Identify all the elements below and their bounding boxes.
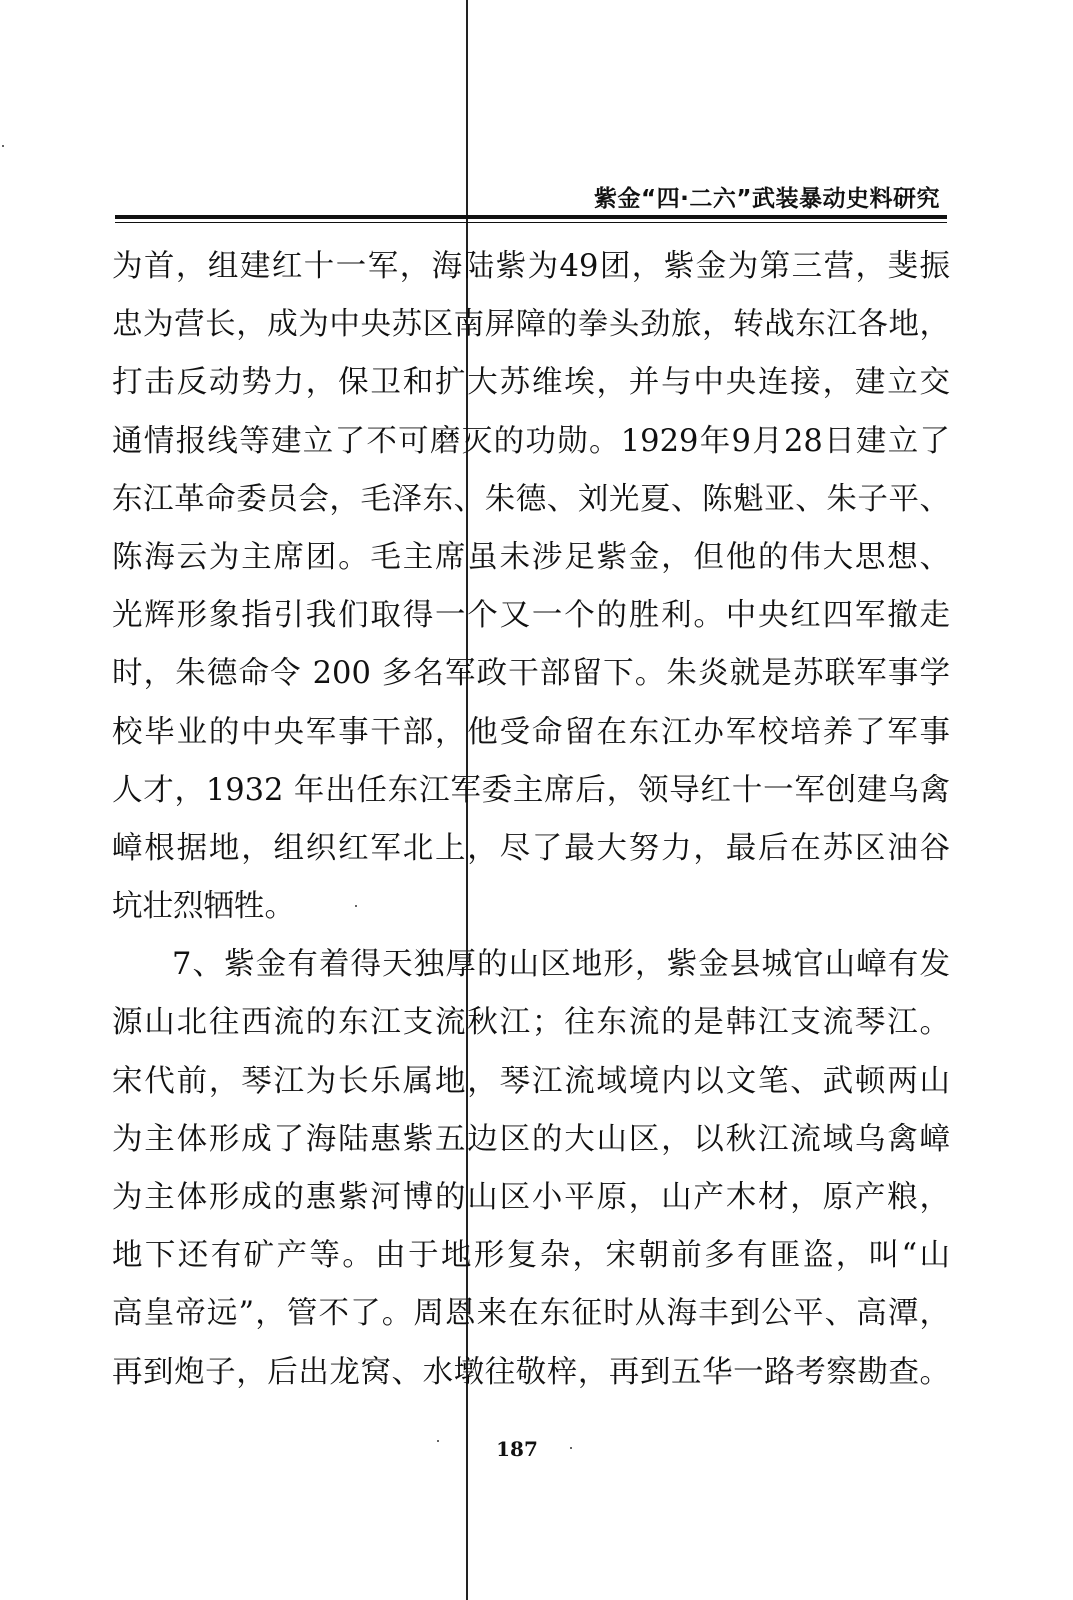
text-line: 校毕业的中央军事干部，他受命留在东江办军校培养了军事	[112, 714, 950, 750]
text-line: 陈海云为主席团。毛主席虽未涉足紫金，但他的伟大思想、	[112, 539, 950, 575]
running-header-title: 紫金“四·二六”武装暴动史料研究	[594, 186, 940, 212]
text-line-paragraph-start: 7、紫金有着得天独厚的山区地形，紫金县城官山嶂有发	[172, 947, 950, 983]
text-line: 地下还有矿产等。由于地形复杂，宋朝前多有匪盗，叫“山	[112, 1238, 950, 1274]
scan-speck	[570, 1447, 572, 1449]
text-line: 时，朱德命令 200 多名军政干部留下。朱炎就是苏联军事学	[112, 656, 950, 692]
scan-speck	[355, 905, 357, 907]
text-line-paragraph-end: 坑壮烈牺牲。	[112, 889, 295, 925]
text-line: 为首，组建红十一军，海陆紫为49团，紫金为第三营，斐振	[112, 249, 950, 284]
text-line: 高皇帝远”，管不了。周恩来在东征时从海丰到公平、高潭，	[112, 1296, 950, 1332]
text-line: 通情报线等建立了不可磨灭的功勋。1929年9月28日建立了	[112, 423, 950, 459]
text-line: 打击反动势力，保卫和扩大苏维埃，并与中央连接，建立交	[112, 365, 950, 401]
page-number: 187	[496, 1437, 538, 1461]
text-line: 源山北往西流的东江支流秋江；往东流的是韩江支流琴江。	[112, 1005, 950, 1041]
scan-speck	[2, 145, 4, 147]
text-line: 再到炮子，后出龙窝、水墩往敬梓，再到五华一路考察勘查。	[112, 1354, 950, 1390]
text-line: 为主体形成了海陆惠紫五边区的大山区，以秋江流域乌禽嶂	[112, 1121, 950, 1157]
scan-speck	[437, 1440, 439, 1442]
header-rule-thin	[115, 222, 947, 223]
text-line: 嶂根据地，组织红军北上，尽了最大努力，最后在苏区油谷	[112, 830, 950, 866]
text-line: 为主体形成的惠紫河博的山区小平原，山产木材，原产粮，	[112, 1180, 950, 1215]
text-line: 光辉形象指引我们取得一个又一个的胜利。中央红四军撤走	[112, 598, 950, 634]
text-line: 东江革命委员会，毛泽东、朱德、刘光夏、陈魁亚、朱子平、	[112, 481, 950, 517]
body-text	[112, 238, 950, 1402]
text-line: 人才，1932 年出任东江军委主席后，领导红十一军创建乌禽	[112, 772, 950, 808]
header-rule-thick	[115, 215, 947, 219]
text-line: 宋代前，琴江为长乐属地，琴江流域境内以文笔、武顿两山	[112, 1063, 950, 1099]
text-line: 忠为营长，成为中央苏区南屏障的拳头劲旅，转战东江各地，	[112, 307, 950, 343]
